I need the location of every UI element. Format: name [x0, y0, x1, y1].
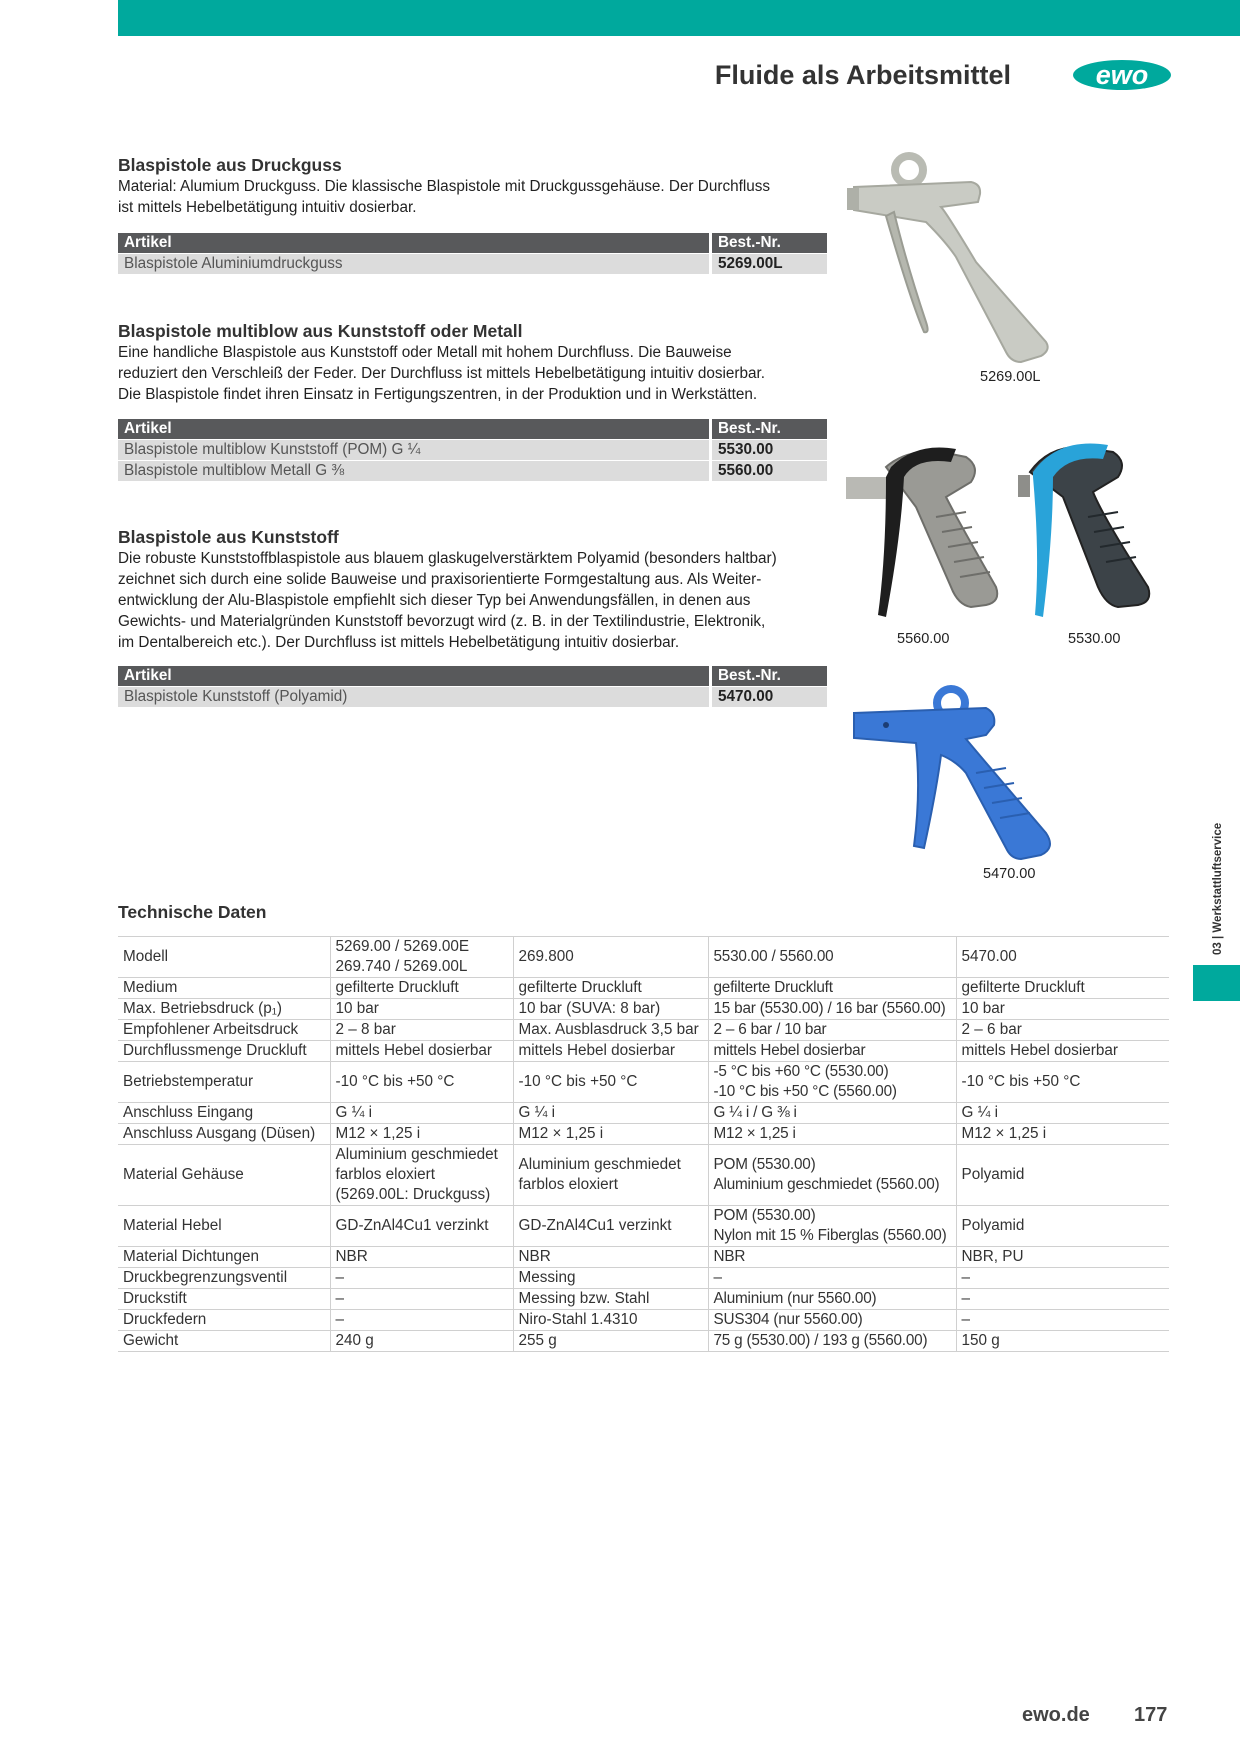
- blow-gun-pom-image: [1018, 437, 1168, 627]
- spec-value: [708, 1331, 956, 1352]
- spec-value-line: –: [961, 1311, 971, 1328]
- spec-label: Empfohlener Arbeitsdruck: [118, 1020, 330, 1041]
- spec-value-line: NBR, PU: [961, 1248, 1024, 1265]
- section-text-line: Eine handliche Blaspistole aus Kunststoff oder Metall mit hohem Durchfluss. Die Bauweise: [118, 344, 732, 361]
- table-row: [118, 1289, 1169, 1310]
- spec-value-line: 2 – 8 bar: [335, 1021, 396, 1038]
- spec-value: [330, 1206, 513, 1247]
- spec-value-line: 15 bar (5530.00) / 16 bar (5560.00): [713, 1000, 946, 1017]
- table-row: [118, 1103, 1169, 1124]
- spec-value: [330, 1103, 513, 1124]
- image-caption: 5560.00: [897, 631, 950, 647]
- spec-value-line: –: [335, 1290, 345, 1307]
- table-row: [118, 978, 1169, 999]
- spec-value: [330, 1062, 513, 1103]
- spec-value: [956, 1145, 1169, 1206]
- article-number: 5530.00: [711, 440, 828, 461]
- page-title: Fluide als Arbeitsmittel: [714, 60, 1011, 90]
- chapter-label: 03 | Werkstattluftservice: [1212, 822, 1224, 955]
- spec-value: [708, 937, 956, 978]
- spec-value-line: gefilterte Druckluft: [961, 979, 1085, 996]
- spec-value-line: Niro-Stahl 1.4310: [518, 1311, 638, 1328]
- spec-value-line: Aluminium geschmiedet: [518, 1156, 681, 1173]
- col-best-nr: Best.-Nr.: [711, 233, 828, 254]
- spec-value-line: Aluminium (nur 5560.00): [713, 1290, 877, 1307]
- spec-value-line: 5530.00 / 5560.00: [713, 948, 834, 965]
- section-kunststoff: [118, 526, 828, 653]
- chapter-tab-marker: [1193, 965, 1240, 1001]
- spec-value: [956, 1206, 1169, 1247]
- spec-value: [513, 1331, 708, 1352]
- spec-value: [956, 1020, 1169, 1041]
- table-row: [118, 1124, 1169, 1145]
- spec-value-line: mittels Hebel dosierbar: [961, 1042, 1118, 1059]
- col-best-nr: Best.-Nr.: [711, 666, 828, 687]
- spec-value: [708, 1041, 956, 1062]
- spec-value-line: G ¼ i / G ⅜ i: [713, 1104, 797, 1121]
- article-number: 5560.00: [711, 461, 828, 482]
- section-text-line: im Dentalbereich etc.). Der Durchfluss ist mittels Hebelbetätigung intuitiv dosierbar.: [118, 634, 680, 651]
- spec-value: [956, 1124, 1169, 1145]
- spec-label: Gewicht: [118, 1331, 330, 1352]
- spec-value: [708, 1310, 956, 1331]
- spec-value: [513, 1124, 708, 1145]
- spec-value-line: –: [335, 1311, 345, 1328]
- spec-value-line: M12 × 1,25 i: [961, 1125, 1047, 1142]
- tech-data-title: Technische Daten: [118, 902, 267, 922]
- spec-value-line: (5269.00L: Druckguss): [335, 1186, 491, 1203]
- spec-label: Druckbegrenzungsventil: [118, 1268, 330, 1289]
- spec-value-line: gefilterte Druckluft: [335, 979, 459, 996]
- spec-value: [513, 1020, 708, 1041]
- article-table-kunststoff: [118, 666, 827, 707]
- spec-value-line: 5269.00 / 5269.00E: [335, 938, 470, 955]
- spec-value-line: mittels Hebel dosierbar: [518, 1042, 675, 1059]
- spec-label: Druckfedern: [118, 1310, 330, 1331]
- spec-label: Max. Betriebsdruck (p₁): [118, 999, 330, 1020]
- table-row: [118, 1310, 1169, 1331]
- spec-value: [956, 937, 1169, 978]
- section-text-line: Gewichts- und Materialgründen Kunststoff bevorzugt wird (z. B. in der Textilindustrie, Elektronik,: [118, 613, 766, 630]
- spec-value: [708, 1103, 956, 1124]
- spec-value: [513, 1145, 708, 1206]
- spec-value: [513, 1268, 708, 1289]
- spec-value: [330, 937, 513, 978]
- spec-value: [330, 1247, 513, 1268]
- image-caption: 5530.00: [1068, 631, 1121, 647]
- spec-value-line: Aluminium geschmiedet: [335, 1146, 498, 1163]
- spec-value-line: M12 × 1,25 i: [713, 1125, 796, 1142]
- spec-label: Modell: [118, 937, 330, 978]
- spec-value: [330, 978, 513, 999]
- spec-value: [956, 999, 1169, 1020]
- spec-value-line: Nylon mit 15 % Fiberglas (5560.00): [713, 1227, 947, 1244]
- spec-value: [708, 1145, 956, 1206]
- col-artikel: Artikel: [118, 233, 711, 254]
- spec-value: [956, 1103, 1169, 1124]
- spec-value: [330, 1310, 513, 1331]
- spec-value-line: mittels Hebel dosierbar: [335, 1042, 492, 1059]
- spec-value: [956, 1289, 1169, 1310]
- blow-gun-polyamide-image: [846, 683, 1064, 863]
- spec-value: [513, 999, 708, 1020]
- spec-value-line: 269.740 / 5269.00L: [335, 958, 468, 975]
- spec-value-line: –: [961, 1290, 971, 1307]
- spec-value-line: GD-ZnAl4Cu1 verzinkt: [518, 1217, 672, 1234]
- spec-label: Medium: [118, 978, 330, 999]
- table-row: [118, 1268, 1169, 1289]
- table-header-row: [118, 233, 827, 254]
- spec-value-line: M12 × 1,25 i: [518, 1125, 604, 1142]
- spec-value: [330, 999, 513, 1020]
- spec-value-line: -10 °C bis +50 °C (5560.00): [713, 1083, 897, 1100]
- spec-value: [956, 1310, 1169, 1331]
- spec-value-line: -5 °C bis +60 °C (5530.00): [713, 1063, 889, 1080]
- spec-value-line: mittels Hebel dosierbar: [713, 1042, 866, 1059]
- spec-value: [956, 1062, 1169, 1103]
- spec-value-line: G ¼ i: [961, 1104, 999, 1121]
- spec-value: [330, 1145, 513, 1206]
- table-row: [118, 461, 827, 482]
- spec-value-line: M12 × 1,25 i: [335, 1125, 421, 1142]
- spec-value: [513, 1041, 708, 1062]
- spec-value: [708, 1206, 956, 1247]
- table-row: [118, 1041, 1169, 1062]
- article-number: 5470.00: [711, 687, 828, 708]
- top-accent-bar: [118, 0, 1240, 36]
- article-name: Blaspistole Kunststoff (Polyamid): [118, 687, 711, 708]
- table-row: [118, 1247, 1169, 1268]
- table-row: [118, 440, 827, 461]
- table-row: [118, 937, 1169, 978]
- table-row: [118, 999, 1169, 1020]
- spec-label: Material Hebel: [118, 1206, 330, 1247]
- spec-value-line: Max. Ausblasdruck 3,5 bar: [518, 1021, 699, 1038]
- spec-value: [708, 1062, 956, 1103]
- spec-value-line: 10 bar: [335, 1000, 379, 1017]
- spec-value-line: 10 bar: [961, 1000, 1005, 1017]
- spec-label: Anschluss Ausgang (Düsen): [118, 1124, 330, 1145]
- article-table-multiblow: [118, 419, 827, 481]
- article-name: Blaspistole multiblow Metall G ⅜: [118, 461, 711, 482]
- spec-value: [708, 1268, 956, 1289]
- table-header-row: [118, 666, 827, 687]
- table-row: [118, 254, 827, 275]
- spec-value-line: Messing bzw. Stahl: [518, 1290, 650, 1307]
- section-text-line: Material: Alumium Druckguss. Die klassische Blaspistole mit Druckgussgehäuse. Der Durchfluss: [118, 178, 771, 195]
- blow-gun-metal-image: [846, 437, 1006, 627]
- article-name: Blaspistole multiblow Kunststoff (POM) G ¼: [118, 440, 711, 461]
- spec-value: [956, 1268, 1169, 1289]
- spec-value: [513, 978, 708, 999]
- image-caption: 5269.00L: [980, 369, 1041, 385]
- spec-label: Anschluss Eingang: [118, 1103, 330, 1124]
- blow-gun-aluminium-image: [846, 152, 1064, 364]
- spec-value-line: –: [713, 1269, 722, 1286]
- spec-value-line: G ¼ i: [518, 1104, 556, 1121]
- table-row: [118, 687, 827, 708]
- spec-value: [708, 1247, 956, 1268]
- image-caption: 5470.00: [983, 866, 1036, 882]
- spec-label: Material Gehäuse: [118, 1145, 330, 1206]
- spec-value: [330, 1020, 513, 1041]
- spec-value: [708, 1124, 956, 1145]
- spec-value: [513, 1310, 708, 1331]
- spec-value-line: GD-ZnAl4Cu1 verzinkt: [335, 1217, 489, 1234]
- spec-value-line: NBR: [335, 1248, 368, 1265]
- article-table-druckguss: [118, 233, 827, 274]
- spec-value-line: POM (5530.00): [713, 1156, 816, 1173]
- spec-value: [330, 1289, 513, 1310]
- spec-value: [330, 1041, 513, 1062]
- spec-value-line: -10 °C bis +50 °C: [961, 1073, 1081, 1090]
- spec-value-line: –: [961, 1269, 971, 1286]
- section-text-line: zeichnet sich durch eine solide Bauweise und praxisorientierte Formgestaltung aus. Als Weiter-: [118, 571, 762, 588]
- spec-value-line: -10 °C bis +50 °C: [518, 1073, 638, 1090]
- table-row: [118, 1062, 1169, 1103]
- spec-value-line: 240 g: [335, 1332, 374, 1349]
- spec-value-line: 2 – 6 bar / 10 bar: [713, 1021, 827, 1038]
- col-artikel: Artikel: [118, 666, 711, 687]
- table-header-row: [118, 419, 827, 440]
- spec-value-line: 255 g: [518, 1332, 557, 1349]
- section-text-line: Die robuste Kunststoffblaspistole aus blauem glaskugelverstärktem Polyamid (besonders haltbar): [118, 550, 777, 567]
- spec-value: [956, 1247, 1169, 1268]
- spec-value-line: 150 g: [961, 1332, 1000, 1349]
- svg-text:ewo: ewo: [1095, 60, 1149, 90]
- spec-value: [513, 1062, 708, 1103]
- spec-value: [708, 1020, 956, 1041]
- section-multiblow: [118, 320, 828, 405]
- tech-data-table: [118, 936, 1169, 1352]
- spec-value: [956, 1041, 1169, 1062]
- footer-website: ewo.de: [1022, 1704, 1090, 1726]
- spec-value-line: Aluminium geschmiedet (5560.00): [713, 1176, 940, 1193]
- spec-value-line: farblos eloxiert: [518, 1176, 618, 1193]
- section-text-line: Die Blaspistole findet ihren Einsatz in Fertigungszentren, in der Produktion und in Werkstätten.: [118, 386, 758, 403]
- col-artikel: Artikel: [118, 419, 711, 440]
- table-row: [118, 1206, 1169, 1247]
- spec-value: [708, 999, 956, 1020]
- spec-value-line: 75 g (5530.00) / 193 g (5560.00): [713, 1332, 928, 1349]
- spec-value-line: 2 – 6 bar: [961, 1021, 1022, 1038]
- section-text-line: ist mittels Hebelbetätigung intuitiv dosierbar.: [118, 199, 417, 216]
- spec-value-line: gefilterte Druckluft: [518, 979, 642, 996]
- section-heading: Blaspistole aus Kunststoff: [118, 527, 339, 547]
- table-row: [118, 1145, 1169, 1206]
- spec-value-line: 269.800: [518, 948, 574, 965]
- spec-value: [513, 1289, 708, 1310]
- page-number: 177: [1134, 1704, 1168, 1726]
- spec-value: [513, 1206, 708, 1247]
- spec-value: [956, 978, 1169, 999]
- section-heading: Blaspistole aus Druckguss: [118, 155, 342, 175]
- spec-value-line: NBR: [713, 1248, 746, 1265]
- spec-label: Material Dichtungen: [118, 1247, 330, 1268]
- spec-value-line: farblos eloxiert: [335, 1166, 435, 1183]
- spec-value-line: POM (5530.00): [713, 1207, 816, 1224]
- spec-value: [330, 1124, 513, 1145]
- spec-value-line: 5470.00: [961, 948, 1017, 965]
- spec-value: [708, 1289, 956, 1310]
- spec-value: [330, 1331, 513, 1352]
- article-name: Blaspistole Aluminiumdruckguss: [118, 254, 711, 275]
- section-druckguss: [118, 154, 828, 218]
- spec-value: [513, 1103, 708, 1124]
- col-best-nr: Best.-Nr.: [711, 419, 828, 440]
- spec-value-line: G ¼ i: [335, 1104, 373, 1121]
- table-row: [118, 1331, 1169, 1352]
- section-heading: Blaspistole multiblow aus Kunststoff oder Metall: [118, 321, 523, 341]
- spec-value-line: -10 °C bis +50 °C: [335, 1073, 455, 1090]
- spec-value: [513, 937, 708, 978]
- spec-value: [330, 1268, 513, 1289]
- spec-value-line: Polyamid: [961, 1166, 1025, 1183]
- spec-label: Durchflussmenge Druckluft: [118, 1041, 330, 1062]
- spec-label: Druckstift: [118, 1289, 330, 1310]
- table-row: [118, 1020, 1169, 1041]
- spec-label: Betriebstemperatur: [118, 1062, 330, 1103]
- spec-value-line: SUS304 (nur 5560.00): [713, 1311, 863, 1328]
- ewo-logo: [1072, 58, 1172, 92]
- spec-value: [956, 1331, 1169, 1352]
- spec-value: [708, 978, 956, 999]
- spec-value-line: Messing: [518, 1269, 576, 1286]
- spec-value-line: –: [335, 1269, 345, 1286]
- section-text-line: reduziert den Verschleiß der Feder. Der Durchfluss ist mittels Hebelbetätigung intuitiv dosierbar.: [118, 365, 766, 382]
- article-number: 5269.00L: [711, 254, 828, 275]
- spec-value-line: NBR: [518, 1248, 551, 1265]
- spec-value-line: gefilterte Druckluft: [713, 979, 833, 996]
- spec-value: [513, 1247, 708, 1268]
- spec-value-line: Polyamid: [961, 1217, 1025, 1234]
- section-text-line: entwicklung der Alu-Blaspistole empfiehlt sich dieser Typ bei Anwendungsfällen, in denen aus: [118, 592, 751, 609]
- spec-value-line: 10 bar (SUVA: 8 bar): [518, 1000, 661, 1017]
